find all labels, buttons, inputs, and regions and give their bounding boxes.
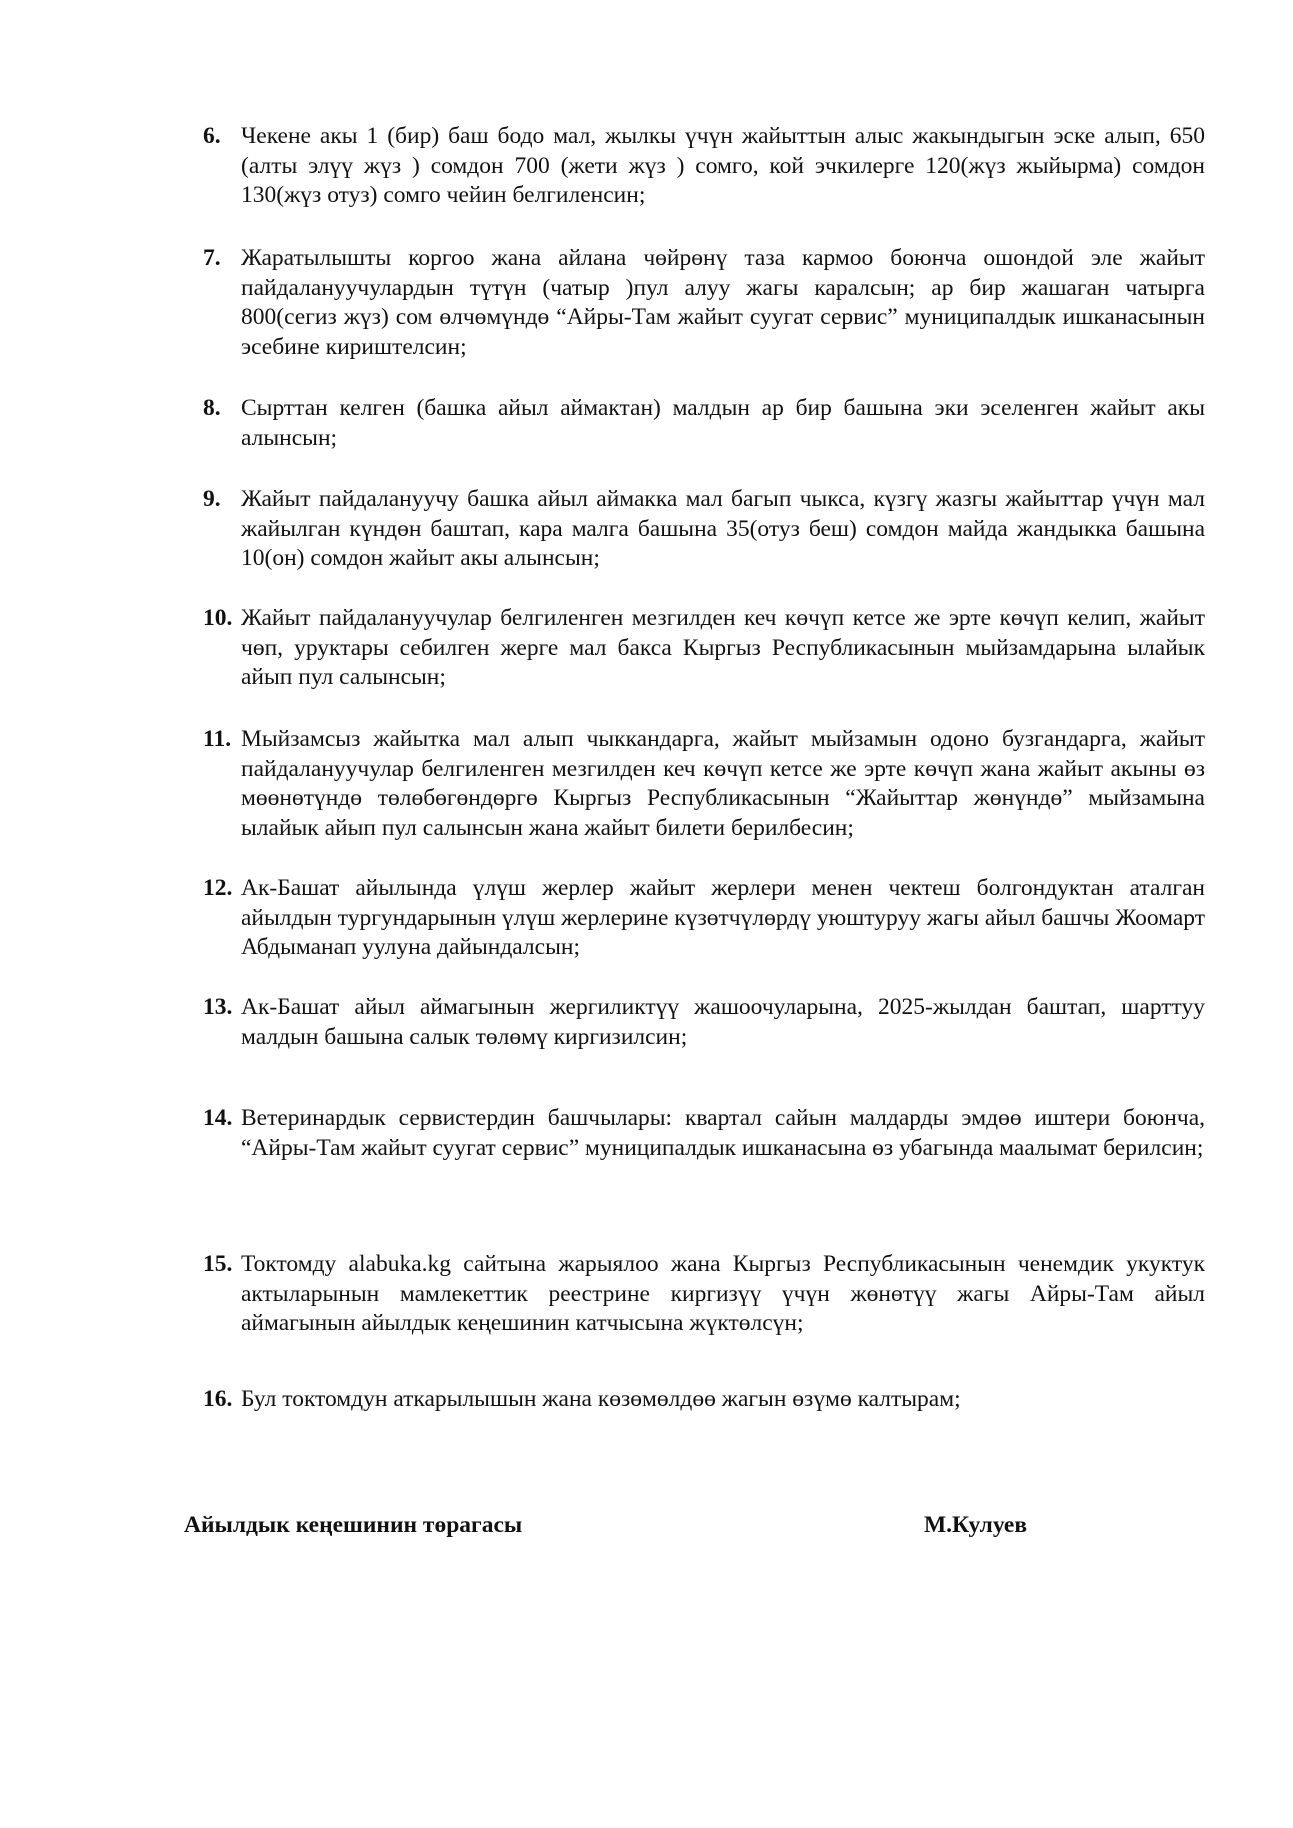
clause-number: 12. <box>203 875 233 901</box>
signatory-name: М.Кулуев <box>924 1512 1028 1538</box>
clause-number: 9. <box>203 486 221 512</box>
clause-9 <box>203 485 1205 574</box>
clause-number: 16. <box>203 1386 233 1412</box>
clause-text: Чекене акы 1 (бир) баш бодо мал, жылкы үчүн жайыттын алыс жакындыгын эске алып, 650 (алты элүү жүз ) сомдон 700 (жети жүз ) сомго, кой эчкилерге 120(жүз жыйырма) сомдон 130(жүз отуз) сомго чейин белгиленсин; <box>241 123 1205 208</box>
clause-7 <box>203 244 1205 362</box>
clause-text: Ак-Башат айылында үлүш жерлер жайыт жерлери менен чектеш болгондуктан аталган айылдын тургундарынын үлүш жерлерине күзөтчүлөрдү уюштуруу жагы айыл башчы Жоомарт Абдыманап уулуна дайындалсын; <box>241 875 1205 960</box>
clause-text: Мыйзамсыз жайытка мал алып чыккандарга, жайыт мыйзамын одоно бузгандарга, жайыт пайдалануучулар белгиленген мезгилден кеч көчүп кетсе же эрте көчүп жана жайыт акыны өз мөөнөтүндө төлөбөгөндөргө Кыргыз Республикасынын “Жайыттар жөнүндө” мыйзамына ылайык айып пул салынсын жана жайыт билети берилбесин; <box>241 726 1205 841</box>
clause-14 <box>203 1104 1205 1163</box>
clause-number: 7. <box>203 245 221 271</box>
clause-number: 13. <box>203 994 233 1020</box>
clause-16 <box>203 1385 1205 1415</box>
clause-10 <box>203 604 1205 693</box>
clause-number: 8. <box>203 395 221 421</box>
signature-block <box>184 1512 1044 1546</box>
clause-12 <box>203 874 1205 963</box>
clause-text: Жаратылышты коргоо жана айлана чөйрөнү таза кармоо боюнча ошондой эле жайыт пайдалануучулардын түтүн (чатыр )пул алуу жагы каралсын; ар бир жашаган чатырга 800(сегиз жүз) сом өлчөмүндө “Айры-Там жайыт суугат сервис” муниципалдык ишканасынын эсебине кириштелсин; <box>241 245 1205 360</box>
clause-number: 14. <box>203 1105 233 1131</box>
clause-number: 6. <box>203 123 221 149</box>
clause-number: 15. <box>203 1251 233 1277</box>
clause-text: Бул токтомдун аткарылышын жана көзөмөлдөө жагын өзүмө калтырам; <box>241 1386 961 1412</box>
clause-text: Токтомду alabuka.kg сайтына жарыялоо жана Кыргыз Республикасынын ченемдик укуктук актыларынын мамлекеттик реестрине киргизүү үчүн жөнөтүү жагы Айры-Там айыл аймагынын айылдык кеңешинин катчысына жүктөлсүн; <box>241 1251 1205 1336</box>
clause-6 <box>203 122 1205 211</box>
clause-text: Ветеринардык сервистердин башчылары: квартал сайын малдарды эмдөө иштери боюнча, “Айры-Там жайыт суугат сервис” муниципалдык ишканасына өз убагында маалымат берилсин; <box>241 1105 1205 1161</box>
clause-13 <box>203 993 1205 1052</box>
signatory-title: Айылдык кеңешинин төрагасы <box>184 1512 523 1538</box>
clause-11 <box>203 725 1205 843</box>
clause-number: 11. <box>203 726 232 752</box>
clause-15 <box>203 1250 1205 1339</box>
clause-8 <box>203 394 1205 453</box>
clause-text: Сырттан келген (башка айыл аймактан) малдын ар бир башына эки эселенген жайыт акы алынсын; <box>241 395 1205 451</box>
clause-text: Ак-Башат айыл аймагынын жергиликтүү жашоочуларына, 2025-жылдан баштап, шарттуу малдын башына салык төлөмү киргизилсин; <box>241 994 1205 1050</box>
clause-text: Жайыт пайдалануучу башка айыл аймакка мал багып чыкса, күзгү жазгы жайыттар үчүн мал жайылган күндөн баштап, кара малга башына 35(отуз беш) сомдон майда жандыкка башына 10(он) сомдон жайыт акы алынсын; <box>241 486 1205 571</box>
clause-number: 10. <box>203 605 233 631</box>
clause-text: Жайыт пайдалануучулар белгиленген мезгилден кеч көчүп кетсе же эрте көчүп келип, жайыт чөп, уруктары себилген жерге мал бакса Кыргыз Республикасынын мыйзамдарына ылайык айып пул салынсын; <box>241 605 1205 690</box>
